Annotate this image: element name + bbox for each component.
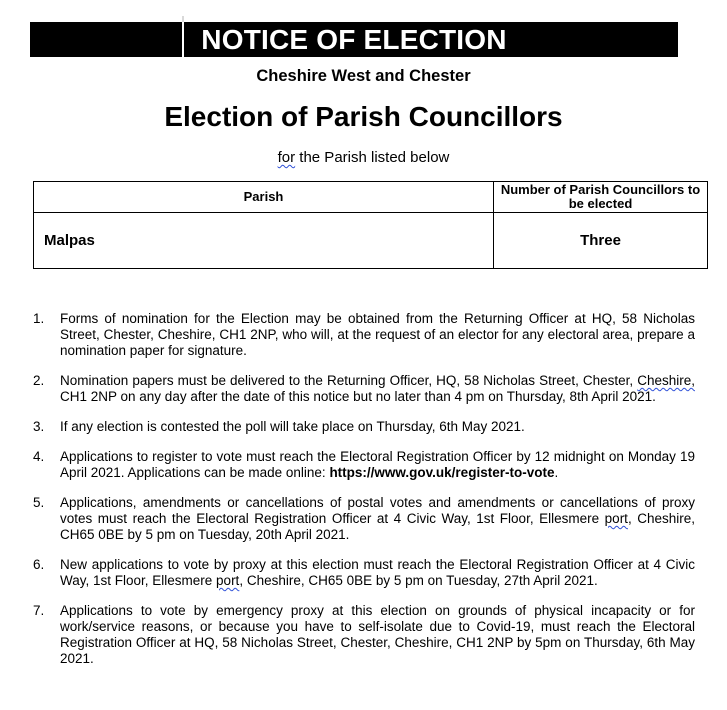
notice-item [33,495,695,543]
text-segment: Applications, amendments or cancellations of postal votes and amendments or cancellations of proxy votes must reach the Electoral Registration Officer at 4 Civic Way, 1st Floor, Ellesmere [60,495,695,526]
notice-list [33,311,695,667]
councillor-count-cell: Three [494,213,708,269]
banner-title: NOTICE OF ELECTION [201,23,507,55]
text-segment: New applications to vote by proxy at this election must reach the Electoral Registration Officer at 4 Civic Way, 1st Floor, Ellesmere [60,557,695,588]
table-header-row [34,182,708,213]
notice-text [60,557,695,589]
register-to-vote-url: https://www.gov.uk/register-to-vote [329,465,555,480]
notice-number: 6. [33,557,45,572]
notice-number: 2. [33,373,45,388]
text-segment: Applications to vote by emergency proxy at this election on grounds of physical incapacity or for work/service reasons, or because you have to self-isolate due to Covid-19, must reach the Electoral Registration Officer at HQ, 58 Nicholas Street, Chester, Cheshire, CH1 2NP by 5pm on Thursday, 6th May 2021. [60,603,695,666]
notice-number: 3. [33,419,45,434]
text-segment: , Cheshire, CH65 0BE by 5 pm on Tuesday, 27th April 2021. [239,573,598,588]
notice-text [60,373,695,405]
notice-text [60,311,695,359]
notice-item [33,557,695,589]
notice-item [33,373,695,405]
notice-item [33,311,695,359]
text-segment: Nomination papers must be delivered to the Returning Officer, HQ, 58 Nicholas Street, Chester, [60,373,638,388]
column-header-parish: Parish [34,182,494,213]
text-segment: the Parish listed below [295,149,450,166]
text-segment: . [554,465,559,480]
page-title: Election of Parish Councillors [164,101,563,132]
notice-item [33,449,695,481]
misspelled-word: port [604,511,628,526]
parish-table [33,181,708,269]
subtitle [0,149,727,166]
misspelled-word: Cheshire, [637,373,695,388]
notice-number: 4. [33,449,45,464]
notice-number: 7. [33,603,45,618]
text-segment: If any election is contested the poll will take place on Thursday, 6th May 2021. [60,419,525,434]
parish-name-cell: Malpas [34,213,494,269]
banner [30,22,678,57]
notice-text [60,449,695,481]
text-segment: Forms of nomination for the Election may be obtained from the Returning Officer at HQ, 58 Nicholas Street, Chester, Cheshire, CH1 2NP, who will, at the request of an elector for any electoral area, prepare a nomination paper for signature. [60,311,695,358]
notice-item [33,419,695,435]
text-cursor [182,22,184,57]
notice-number: 5. [33,495,45,510]
text-segment: , Cheshire, CH65 0BE by 5 pm on Tuesday, 20th April 2021. [60,511,695,542]
misspelled-word: port [216,573,240,588]
misspelled-word: for [277,149,296,166]
column-header-councillors: Number of Parish Councillors to be elected [494,182,708,213]
text-segment: CH1 2NP on any day after the date of this notice but no later than 4 pm on Thursday, 8th April 2021. [60,389,656,404]
text-segment: Applications to register to vote must reach the Electoral Registration Officer by 12 midnight on Monday 19 April 2021. Applications can be made online: [60,449,695,480]
notice-item [33,603,695,667]
notice-text [60,495,695,543]
table-row [34,213,708,269]
notice-number: 1. [33,311,45,326]
notice-text [60,419,695,435]
authority-name: Cheshire West and Chester [256,67,471,85]
notice-text [60,603,695,667]
